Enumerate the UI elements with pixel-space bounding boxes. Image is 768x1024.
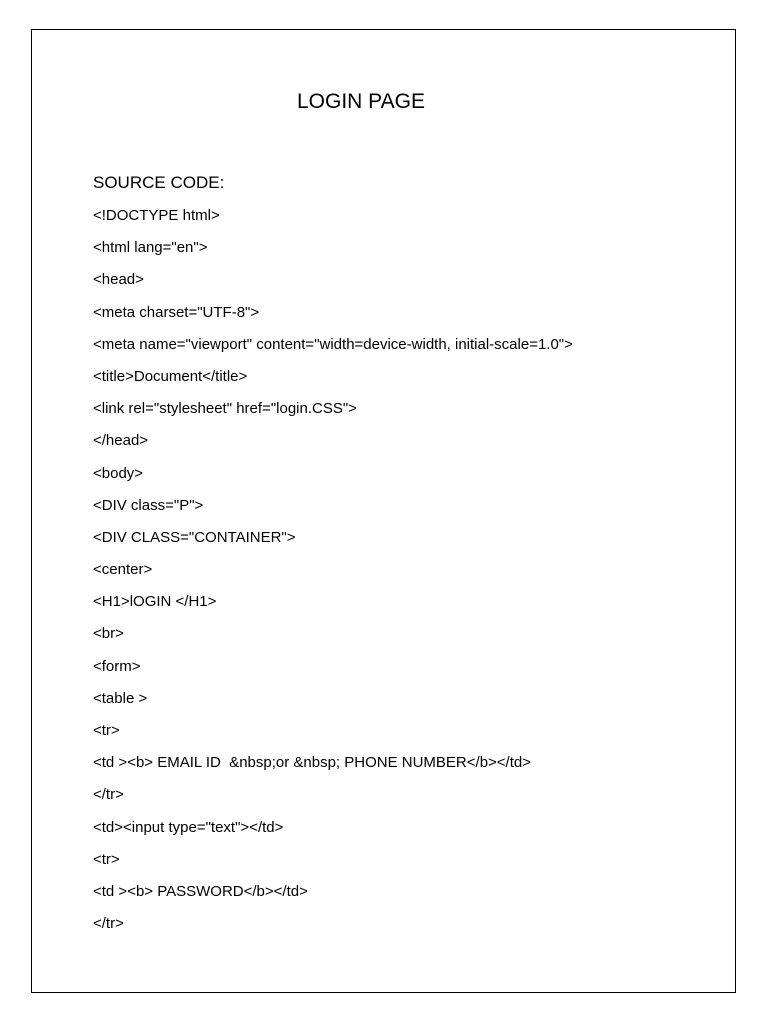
code-line: </tr>	[93, 786, 124, 804]
code-line: <link rel="stylesheet" href="login.CSS">	[93, 400, 357, 418]
code-line: <title>Document</title>	[93, 367, 248, 385]
code-line: <DIV CLASS="CONTAINER">	[93, 528, 296, 546]
source-code-block	[93, 206, 573, 946]
code-line: <td ><b> PASSWORD</b></td>	[93, 882, 308, 900]
code-line: <body>	[93, 464, 144, 482]
code-line: <tr>	[93, 722, 120, 739]
code-line: </head>	[93, 432, 149, 450]
code-line: </tr>	[93, 915, 124, 933]
code-line: <head>	[93, 271, 144, 289]
page-title: LOGIN PAGE	[297, 90, 425, 113]
code-line: <td ><b> EMAIL ID &nbsp;or &nbsp; PHONE NUMBER</b></td>	[93, 754, 531, 772]
code-line: <table >	[93, 689, 148, 707]
code-line: <meta charset="UTF-8">	[93, 303, 260, 321]
code-line: <form>	[93, 657, 141, 675]
code-line: <!DOCTYPE html>	[93, 207, 220, 224]
code-line: <DIV class="P">	[93, 496, 204, 514]
code-line: <center>	[93, 561, 153, 579]
source-code-heading: SOURCE CODE:	[93, 173, 225, 192]
code-line: <tr>	[93, 850, 120, 868]
code-line: <td><input type="text"></td>	[93, 818, 284, 836]
code-line: <H1>lOGIN </H1>	[93, 593, 217, 611]
code-line: <html lang="en">	[93, 239, 208, 257]
code-line: <meta name="viewport" content="width=device-width, initial-scale=1.0">	[93, 335, 573, 353]
code-line: <br>	[93, 625, 124, 643]
